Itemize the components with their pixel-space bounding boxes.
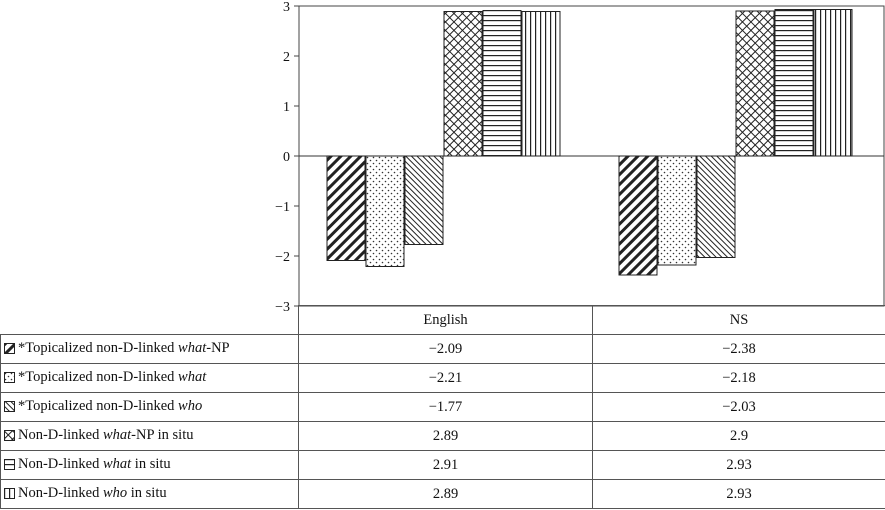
- category-label-english: English: [299, 306, 593, 335]
- legend-label: Non-D-linked who in situ: [18, 484, 167, 501]
- data-label-english: −2.09: [299, 335, 593, 364]
- y-tick-label: −1: [275, 200, 290, 215]
- table-header-row: [1, 306, 885, 335]
- bar-ns-series-1: [619, 156, 657, 275]
- legend-label: Non-D-linked what-NP in situ: [18, 426, 194, 443]
- legend-entry: [1, 364, 299, 393]
- data-label-english: 2.89: [299, 480, 593, 509]
- legend-swatch-diag-thick: [4, 343, 15, 354]
- table-row: [1, 422, 885, 451]
- table-row: [1, 393, 885, 422]
- table-row: [1, 364, 885, 393]
- legend-entry: [1, 335, 299, 364]
- legend-label: *Topicalized non-D-linked what: [18, 368, 207, 385]
- legend-label: *Topicalized non-D-linked what-NP: [18, 339, 230, 356]
- bar-ns-series-2: [658, 156, 696, 265]
- legend-entry: [1, 393, 299, 422]
- data-label-ns: −2.18: [593, 364, 885, 393]
- table-row: [1, 451, 885, 480]
- y-tick-label: 0: [283, 150, 290, 165]
- bar-english-series-2: [366, 156, 404, 267]
- data-table: [0, 305, 885, 509]
- data-label-english: 2.89: [299, 422, 593, 451]
- data-label-english: −1.77: [299, 393, 593, 422]
- bar-ns-series-6: [814, 10, 852, 157]
- bar-ns-series-5: [775, 10, 813, 157]
- data-label-ns: 2.93: [593, 480, 885, 509]
- legend-swatch-dots: [4, 372, 15, 383]
- data-label-ns: −2.03: [593, 393, 885, 422]
- table-corner: [1, 306, 299, 335]
- table-row: [1, 335, 885, 364]
- legend-entry: [1, 422, 299, 451]
- bar-english-series-5: [483, 11, 521, 157]
- y-tick-label: −2: [275, 250, 290, 265]
- bar-english-series-1: [327, 156, 365, 261]
- legend-label: *Topicalized non-D-linked who: [18, 397, 203, 414]
- y-tick-label: 1: [283, 100, 290, 115]
- legend-swatch-crosshatch: [4, 430, 15, 441]
- legend-swatch-vertical: [4, 488, 15, 499]
- bar-ns-series-3: [697, 156, 735, 258]
- legend-entry: [1, 451, 299, 480]
- bars: [327, 10, 852, 276]
- bar-english-series-4: [444, 12, 482, 157]
- y-tick-label: 3: [283, 0, 290, 15]
- data-label-ns: 2.93: [593, 451, 885, 480]
- y-tick-label: 2: [283, 50, 290, 65]
- legend-swatch-diag-thin: [4, 401, 15, 412]
- legend-swatch-horizontal: [4, 459, 15, 470]
- data-label-english: 2.91: [299, 451, 593, 480]
- bar-english-series-6: [522, 12, 560, 157]
- bar-ns-series-4: [736, 11, 774, 156]
- data-label-english: −2.21: [299, 364, 593, 393]
- data-label-ns: 2.9: [593, 422, 885, 451]
- y-tick-label: −3: [275, 300, 290, 315]
- data-label-ns: −2.38: [593, 335, 885, 364]
- legend-entry: [1, 480, 299, 509]
- bar-english-series-3: [405, 156, 443, 245]
- category-label-ns: NS: [593, 306, 885, 335]
- table-row: [1, 480, 885, 509]
- legend-label: Non-D-linked what in situ: [18, 455, 171, 472]
